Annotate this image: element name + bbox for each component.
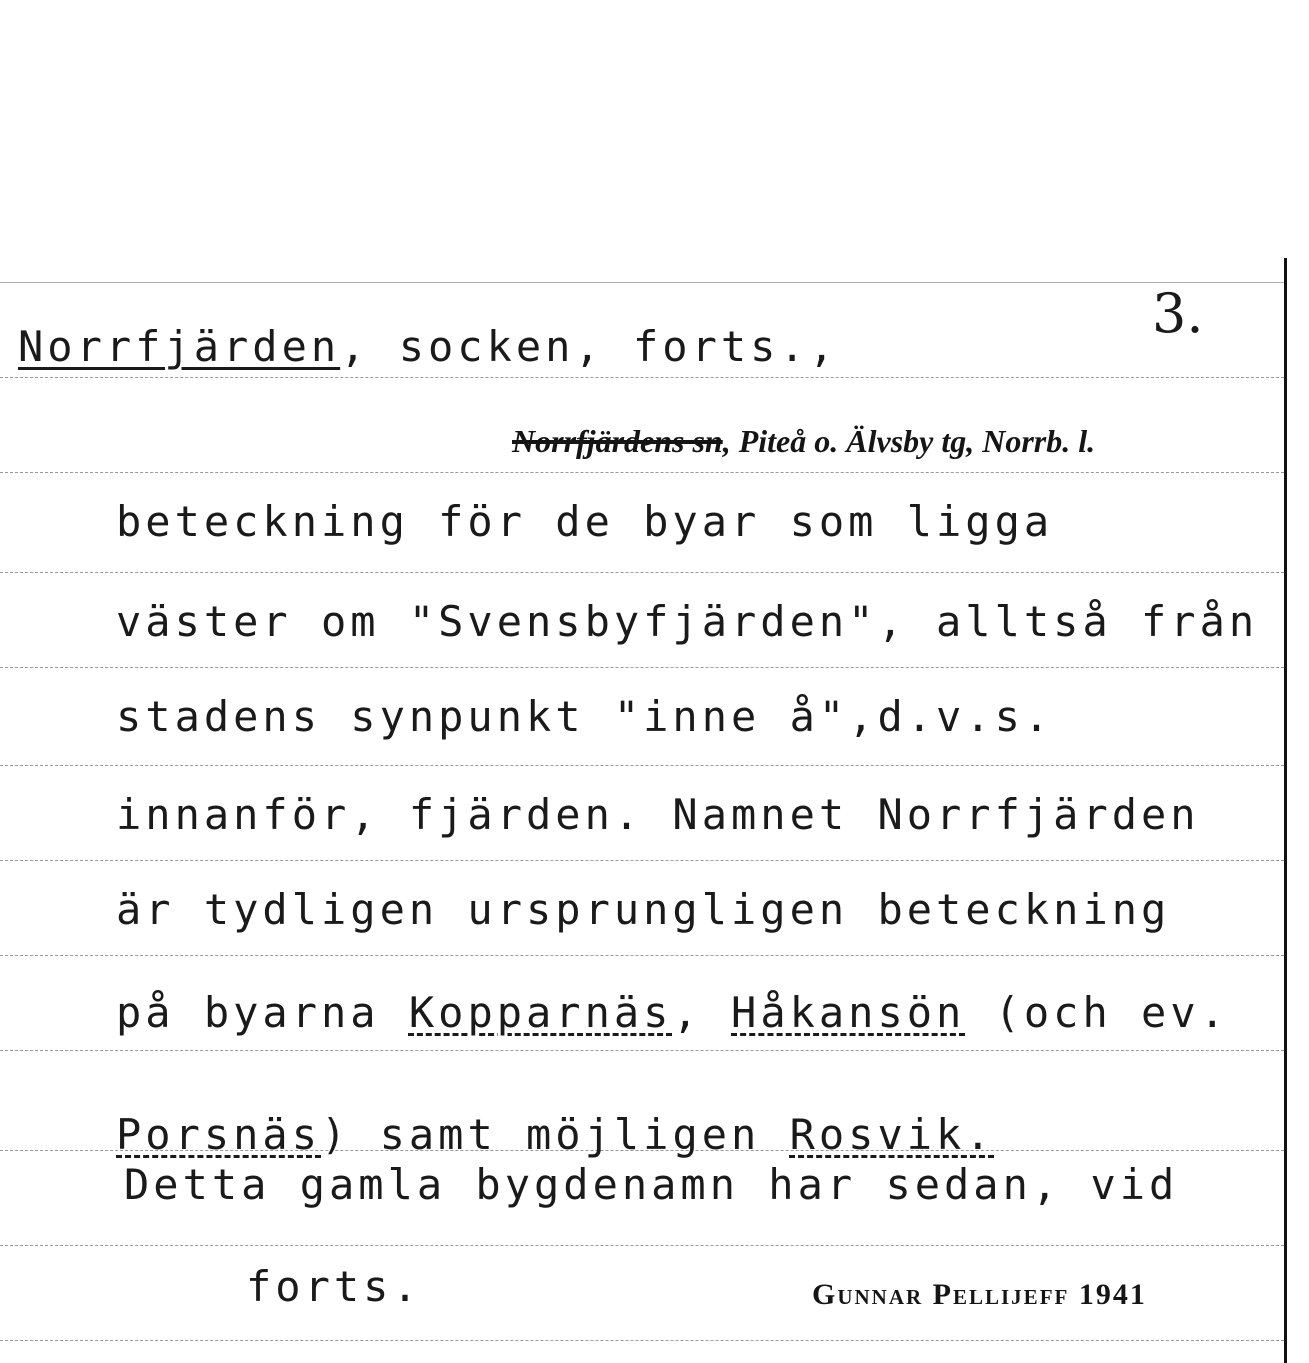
body-line-3: stadens synpunkt "inne å",d.v.s.	[116, 692, 1054, 741]
ruled-line	[0, 955, 1284, 956]
district-location: , Piteå o. Älvsby tg, Norrb. l.	[722, 423, 1096, 459]
ruled-line	[0, 377, 1284, 378]
body-line-4: innanför, fjärden. Namnet Norrfjärden	[116, 790, 1200, 839]
ruled-line	[0, 667, 1284, 668]
header-line	[18, 322, 838, 371]
place-name: Norrfjärden	[18, 322, 341, 371]
village-name-rosvik: Rosvik.	[789, 1110, 995, 1159]
author-signature: Gunnar Pellijeff 1941	[812, 1278, 1147, 1311]
card-top-border	[0, 282, 1284, 283]
body-line-6	[116, 988, 1229, 1037]
ruled-line	[0, 860, 1284, 861]
body-text: ) samt möjligen	[321, 1110, 790, 1159]
struck-parish-name: Norrfjärdens sn	[512, 423, 723, 459]
continued-note: forts.	[246, 1262, 422, 1311]
ruled-line	[0, 1340, 1284, 1341]
card-right-edge	[1284, 258, 1287, 1363]
village-name-kopparnas: Kopparnäs	[408, 988, 673, 1037]
ruled-line	[0, 1050, 1284, 1051]
village-name-hakanson: Håkansön	[731, 988, 966, 1037]
ruled-line	[0, 572, 1284, 573]
body-line-5: är tydligen ursprungligen beteckning	[116, 885, 1171, 934]
body-text: på byarna	[116, 988, 409, 1037]
village-name-porsnas: Porsnäs	[116, 1110, 322, 1159]
body-text: (och ev.	[965, 988, 1229, 1037]
body-text: ,	[672, 988, 732, 1037]
body-line-1: beteckning för de byar som ligga	[116, 497, 1054, 546]
body-line-2: väster om "Svensbyfjärden", alltså från	[116, 597, 1259, 646]
body-line-7	[116, 1110, 995, 1159]
ruled-line	[0, 472, 1284, 473]
body-line-8: Detta gamla bygdenamn har sedan, vid	[124, 1160, 1179, 1209]
ruled-line	[0, 1245, 1284, 1246]
parish-stamp	[512, 423, 1095, 460]
header-rest: , socken, forts.,	[340, 322, 839, 371]
page-number: 3.	[1152, 282, 1204, 345]
ruled-line	[0, 765, 1284, 766]
